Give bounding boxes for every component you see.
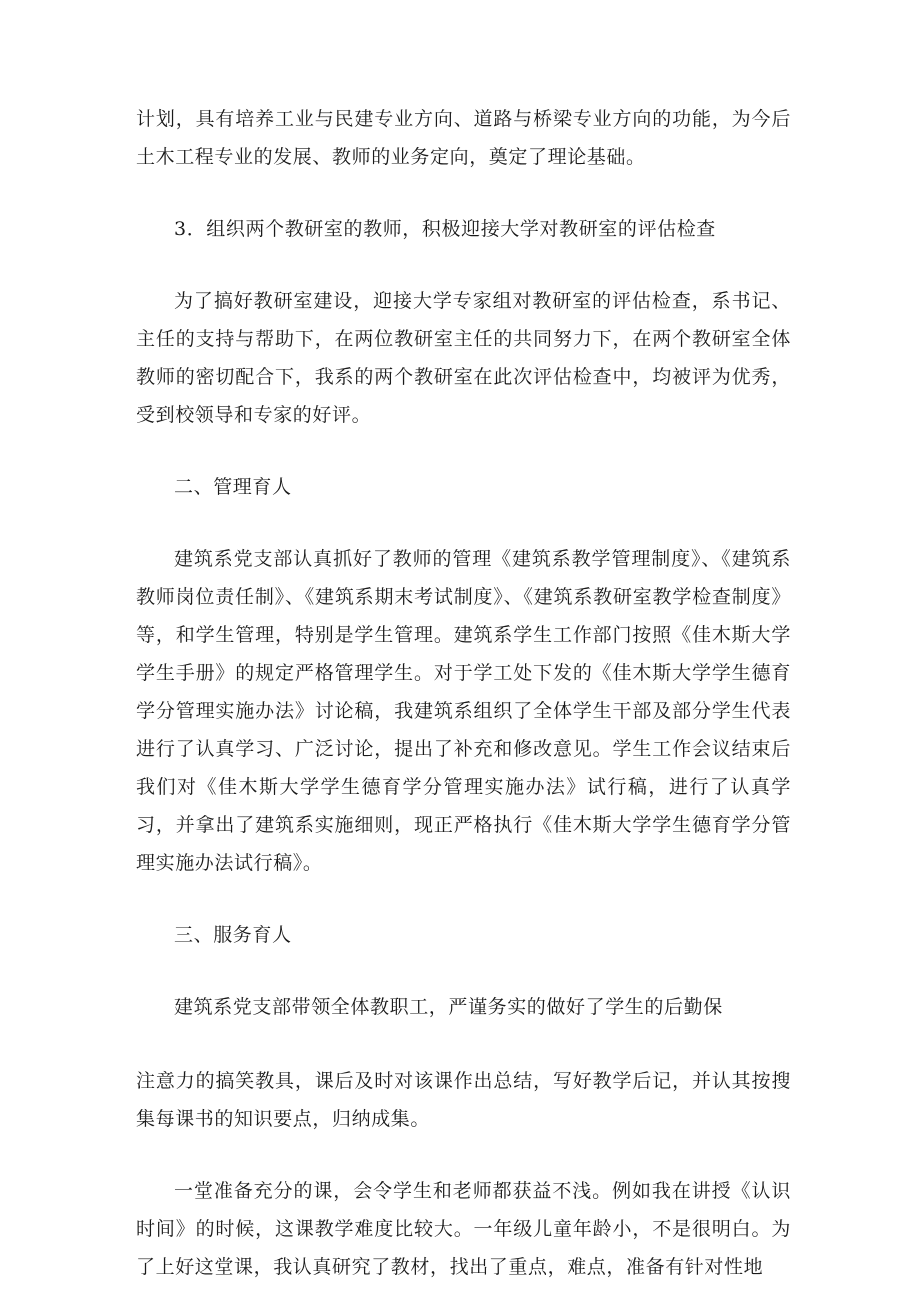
paragraph-evaluation-result: 为了搞好教研室建设，迎接大学专家组对教研室的评估检查，系书记、主任的支持与帮助下，在两位教研室主任的共同努力下，在两个教研室全体教师的密切配合下，我系的两个教研室在此次评估检查中，均被评为优秀，受到校领导和专家的好评。: [136, 290, 791, 426]
paragraph-curriculum-plan: 计划，具有培养工业与民建专业方向、道路与桥梁专业方向的功能，为今后土木工程专业的发展、教师的业务定向，奠定了理论基础。: [136, 108, 791, 168]
document-body: [136, 100, 791, 1286]
paragraph-teaching-aids: 注意力的搞笑教具，课后及时对该课作出总结，写好教学后记，并认其按搜集每课书的知识要点，归纳成集。: [136, 1070, 791, 1130]
section-heading-service: 三、服务育人: [174, 924, 292, 946]
paragraph-lesson-example: 一堂准备充分的课，会令学生和老师都获益不浅。例如我在讲授《认识时间》的时候，这课教学难度比较大。一年级儿童年龄小，不是很明白。为了上好这堂课，我认真研究了教材，找出了重点，难点，准备有针对性地: [136, 1180, 791, 1278]
paragraph-service-start: 建筑系党支部带领全体教职工，严谨务实的做好了学生的后勤保: [174, 996, 723, 1018]
heading-item-3-evaluation: 3．组织两个教研室的教师，积极迎接大学对教研室的评估检查: [174, 218, 716, 240]
section-heading-management: 二、管理育人: [174, 476, 292, 498]
paragraph-management-details: 建筑系党支部认真抓好了教师的管理《建筑系教学管理制度》、《建筑系教师岗位责任制》、《建筑系期末考试制度》、《建筑系教研室教学检查制度》等，和学生管理，特别是学生管理。建筑系学生工作部门按照《佳木斯大学学生手册》的规定严格管理学生。对于学工处下发的《佳木斯大学学生德育学分管理实施办法》讨论稿，我建筑系组织了全体学生干部及部分学生代表进行了认真学习、广泛讨论，提出了补充和修改意见。学生工作会议结束后我们对《佳木斯大学学生德育学分管理实施办法》试行稿，进行了认真学习，并拿出了建筑系实施细则，现正严格执行《佳木斯大学学生德育学分管理实施办法试行稿》。: [136, 548, 791, 874]
